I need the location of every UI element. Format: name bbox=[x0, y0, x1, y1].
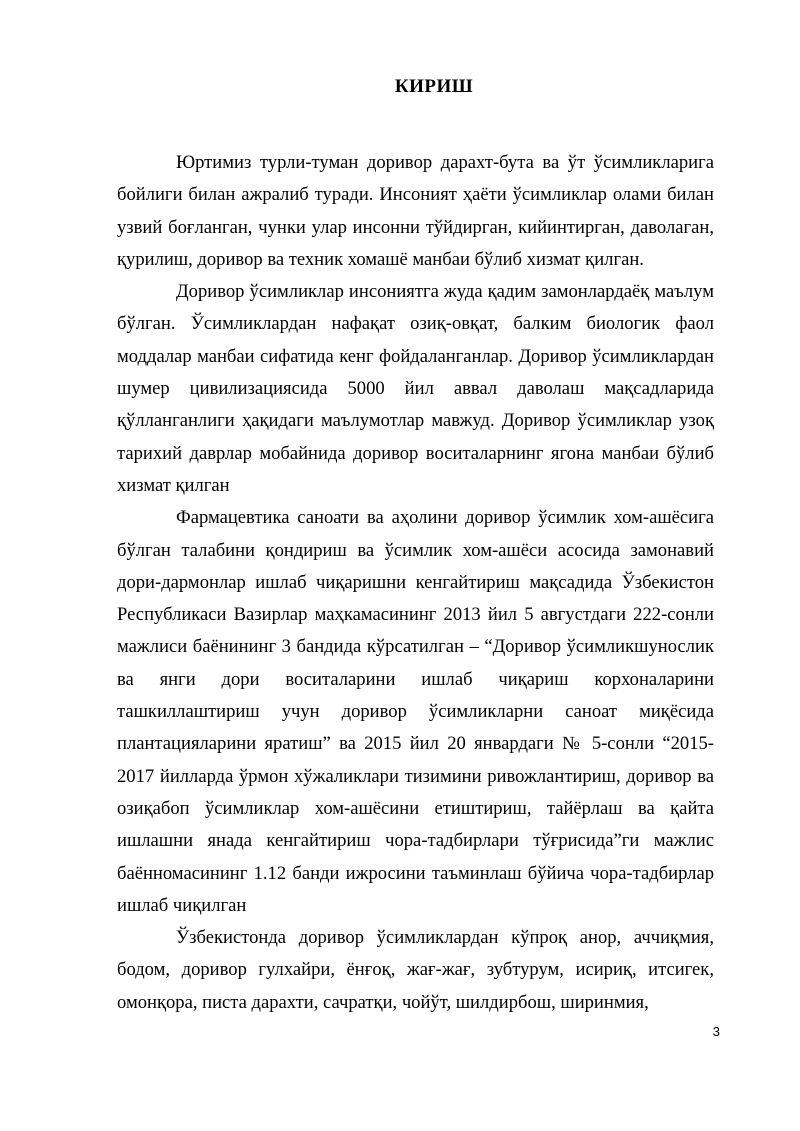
paragraph: Доривор ўсимликлар инсониятга жуда қадим замонлардаёқ маълум бўлган. Ўсимликлардан нафақат озиқ-овқат, балким биологик фаол моддалар манбаи сифатида кенг фойдаланганлар. Доривор ўсимликлардан шумер цивилизациясида 5000 йил аввал даволаш мақсадларида қўлланганлиги ҳақидаги маълумотлар мавжуд. Доривор ўсимликлар узоқ тарихий даврлар мобайнида доривор воситаларнинг ягона манбаи бўлиб хизмат қилган bbox=[117, 281, 714, 496]
paragraph: Ўзбекистонда доривор ўсимликлардан кўпроқ анор, аччиқмия, бодом, доривор гулхайри, ёнғоқ, жағ-жағ, зубтурум, исириқ, итсигек, омонқора, писта дарахти, сачратқи, чойўт, шилдирбош, ширинмия, bbox=[117, 927, 714, 1013]
page-title: КИРИШ bbox=[394, 76, 474, 97]
paragraph: Фармацевтика саноати ва аҳолини доривор ўсимлик хом-ашёсига бўлган талабини қондириш ва ўсимлик хом-ашёси асосида замонавий дори-дармонлар ишлаб чиқаришни кенгайтириш мақсадида Ўзбекистон Республикаси Вазирлар маҳкамасининг 2013 йил 5 августдаги 222-сонли мажлиси баёнининг 3 бандида кўрсатилган – “Доривор ўсимликшунослик ва янги дори воситаларини ишлаб чиқариш корхоналарини ташкиллаштириш учун доривор ўсимликларни саноат миқёсида плантацияларини яратиш” ва 2015 йил 20 январдаги № 5-сонли “2015-2017 йилларда ўрмон хўжаликлари тизимини ривожлантириш, доривор ва озиқабоп ўсимликлар хом-ашёсини етиштириш, тайёрлаш ва қайта ишлашни янада кенгайтириш чора-тадбирлари тўғрисида”ги мажлис баённомасининг 1.12 банди ижросини таъминлаш бўйича чора-тадбирлар ишлаб чиқилган bbox=[117, 507, 714, 916]
page-number: 3 bbox=[712, 1024, 720, 1039]
paragraph: Юртимиз турли-туман доривор дарахт-бута ва ўт ўсимликларига бойлиги билан ажралиб туради. Инсоният ҳаёти ўсимликлар олами билан узвий боғланган, чунки улар инсонни тўйдирган, кийинтирган, даволаган, қурилиш, доривор ва техник хомашё манбаи бўлиб хизмат қилган. bbox=[117, 152, 714, 270]
document-body bbox=[117, 147, 714, 1019]
